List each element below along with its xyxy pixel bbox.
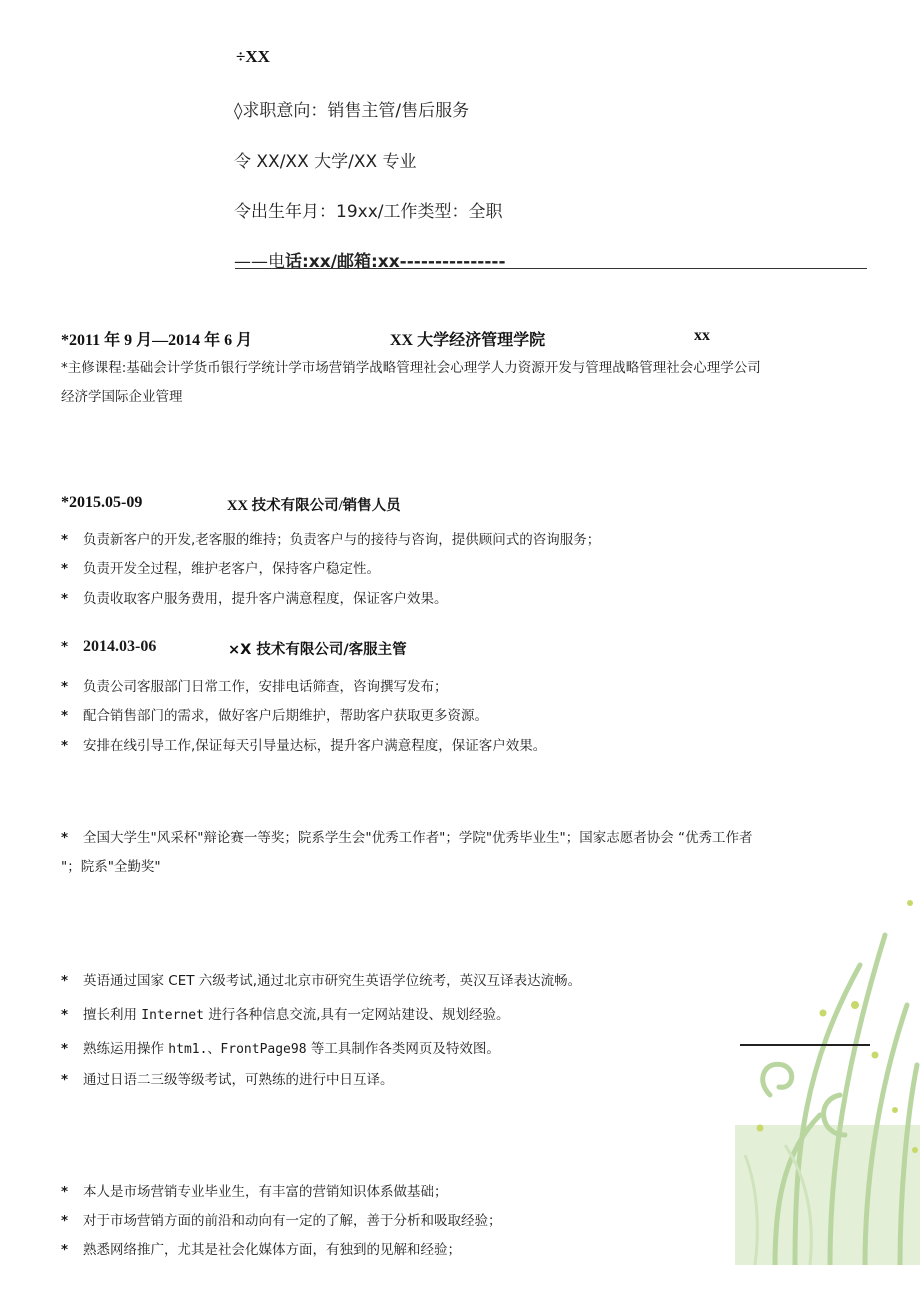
header-divider	[235, 268, 867, 269]
deco-background	[735, 1125, 920, 1265]
job-2-title: ×X 技术有限公司/客服主管	[228, 642, 407, 658]
awards-line-1: * 全国大学生"风采杯"辩论赛一等奖；院系学生会"优秀工作者"；学院"优秀毕业生"；国家志愿者协会 “优秀工作者	[61, 830, 753, 846]
list-item: * 通过日语二三级等级考试，可熟练的进行中日互译。	[61, 1072, 394, 1088]
education-period: *2011 年 9 月—2014 年 6 月	[61, 332, 253, 349]
contact-prefix: ——电	[234, 252, 285, 272]
list-item: * 安排在线引导工作,保证每天引导量达标，提升客户满意程度，保证客户效果。	[61, 738, 547, 754]
courses-line-1: *主修课程:基础会计学货币银行学统计学市场营销学战略管理社会心理学人力资源开发与管理战略管理社会心理学公司	[61, 360, 761, 376]
list-item: * 负责开发全过程，维护老客户，保持客户稳定性。	[61, 561, 380, 577]
decorative-vine-graphic	[735, 895, 920, 1265]
school-major: 令 XX/XX 大学/XX 专业	[234, 152, 417, 172]
list-item: * 负责新客户的开发,老客服的维持；负责客户与的接待与咨询，提供顾问式的咨询服务；	[61, 532, 601, 548]
job-1-period: *2015.05-09	[61, 494, 143, 511]
birth-worktype: 令出生年月：19xx/工作类型：全职	[234, 202, 503, 222]
job-2-header: * 2014.03-06	[61, 638, 157, 655]
list-item: * 负责公司客服部门日常工作，安排电话筛查，咨询撰写发布；	[61, 679, 448, 695]
list-item: * 本人是市场营销专业毕业生，有丰富的营销知识体系做基础；	[61, 1184, 448, 1200]
courses-line-2: 经济学国际企业管理	[61, 389, 183, 405]
list-item: * 负责收取客户服务费用，提升客户满意程度，保证客户效果。	[61, 591, 448, 607]
deco-dots	[757, 900, 919, 1153]
list-item: * 配合销售部门的需求，做好客户后期维护，帮助客户获取更多资源。	[61, 708, 488, 724]
awards-line-2: "；院系"全勤奖"	[61, 859, 161, 875]
job-2-period: 2014.03-06	[83, 638, 157, 655]
candidate-name: ÷XX	[236, 47, 270, 66]
list-item: * 擅长利用 Internet 进行各种信息交流,具有一定网站建设、规划经验。	[61, 1007, 510, 1023]
list-item: * 熟悉网络推广，尤其是社会化媒体方面，有独到的见解和经验；	[61, 1242, 461, 1258]
list-item: * 对于市场营销方面的前沿和动向有一定的了解，善于分析和吸取经验；	[61, 1213, 502, 1229]
list-item: * 熟练运用操作 htm1.、FrontPage98 等工具制作各类网页及特效图。	[61, 1041, 500, 1057]
education-extra: xx	[694, 327, 710, 344]
contact-details: 话:xx/邮箱:xx---------------	[285, 252, 506, 272]
education-school: XX 大学经济管理学院	[390, 332, 546, 349]
job-1-title: XX 技术有限公司/销售人员	[227, 498, 401, 514]
job-intent: ◊求职意向：销售主管/售后服务	[234, 101, 470, 121]
list-item: * 英语通过国家 CET 六级考试,通过北京市研究生英语学位统考，英汉互译表达流畅。	[61, 973, 582, 989]
